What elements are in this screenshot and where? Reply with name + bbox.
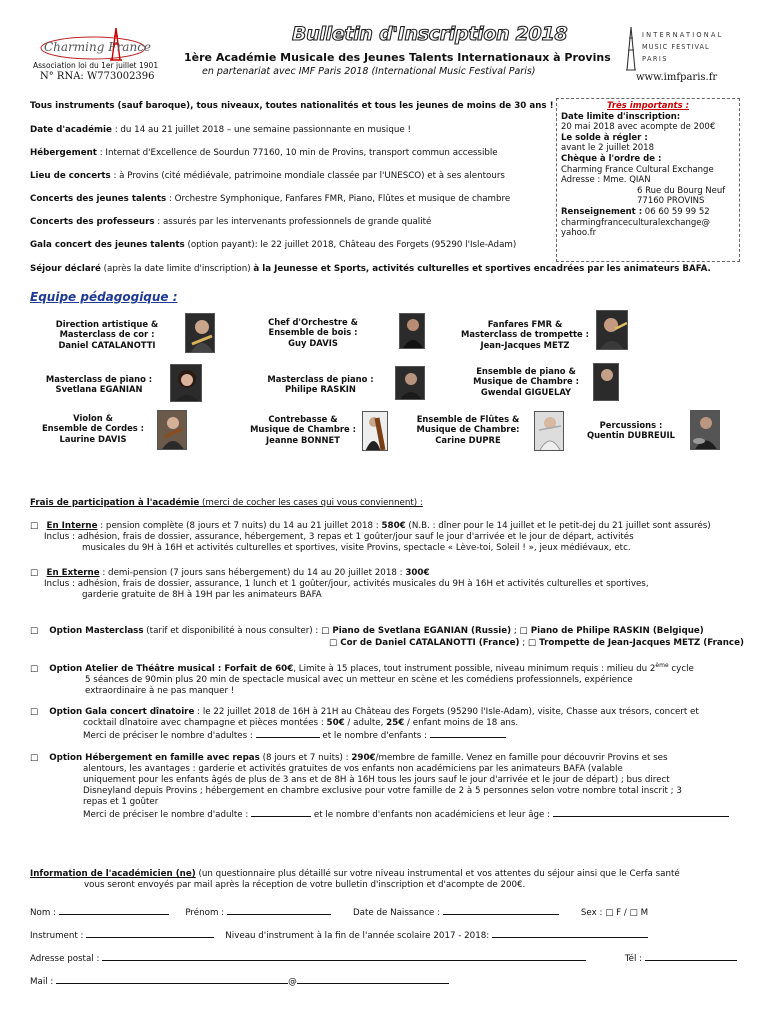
photo-dubreuil bbox=[690, 410, 720, 450]
imf-line-3: PARIS bbox=[642, 55, 668, 63]
checkbox-famille[interactable]: □ bbox=[30, 753, 39, 763]
address-line-3: 77160 PROVINS bbox=[637, 196, 705, 207]
solde-label: Le solde à régler : bbox=[561, 132, 648, 143]
logo-text: Charming France bbox=[44, 40, 152, 54]
cheque-label: Chèque à l'ordre de : bbox=[561, 153, 662, 164]
member-raskin: Masterclass de piano : Philipe RASKIN bbox=[267, 374, 374, 395]
info-concerts: Concerts des jeunes talents : Orchestre Symphonique, Fanfares FMR, Piano, Flûtes et musique de chambre bbox=[30, 194, 511, 204]
photo-catalanotti bbox=[185, 313, 215, 353]
important-box bbox=[556, 98, 740, 262]
partner-text: en partenariat avec IMF Paris 2018 (International Music Festival Paris) bbox=[202, 66, 536, 77]
member-eganian: Masterclass de piano : Svetlana EGANIAN bbox=[45, 374, 153, 395]
info-dates: Date d'académie : du 14 au 21 juillet 2018 – une semaine passionnante en musique ! bbox=[30, 125, 411, 135]
contact-email-2[interactable]: yahoo.fr bbox=[561, 228, 597, 239]
niveau-field[interactable] bbox=[492, 929, 648, 938]
photo-eganian bbox=[170, 364, 202, 402]
member-bonnet: Contrebasse & Musique de Chambre : Jeanne BONNET bbox=[250, 414, 356, 445]
member-guy-davis: Chef d'Orchestre & Ensemble de bois : Guy DAVIS bbox=[268, 317, 358, 348]
mail-domain-field[interactable] bbox=[297, 975, 449, 984]
member-laurine-davis: Violon & Ensemble de Cordes : Laurine DAVIS bbox=[41, 413, 145, 444]
instrument-field[interactable] bbox=[86, 929, 214, 938]
family-adults-field[interactable] bbox=[251, 808, 311, 817]
form-intro: Information de l'académicien (ne) (un questionnaire plus détaillé sur votre niveau instrumental et vos attentes du séjour ainsi que le Cerfa santé bbox=[30, 869, 680, 879]
info-gala: Gala concert des jeunes talents (option payant): le 22 juillet 2018, Château des Forgets (95290 l'Isle-Adam) bbox=[30, 240, 517, 250]
team-title: Equipe pédagogique : bbox=[30, 290, 178, 304]
birthdate-field[interactable] bbox=[443, 906, 559, 915]
tel-field[interactable] bbox=[645, 952, 737, 961]
photo-bonnet bbox=[362, 411, 388, 451]
page-title: Bulletin d'Inscription 2018 bbox=[292, 23, 568, 45]
info-profs: Concerts des professeurs : assurés par les intervenants professionnels de grande qualité bbox=[30, 217, 432, 227]
intro-text: Tous instruments (sauf baroque), tous niveaux, toutes nationalités et tous les jeunes de moins de 30 ans ! bbox=[30, 101, 554, 111]
rna-number: N° RNA: W773002396 bbox=[40, 71, 155, 82]
adresse-field[interactable] bbox=[102, 952, 586, 961]
form-row-2: Instrument : Niveau d'instrument à la fin de l'année scolaire 2017 - 2018: bbox=[30, 929, 648, 942]
photo-raskin bbox=[395, 366, 425, 400]
prenom-field[interactable] bbox=[227, 906, 331, 915]
option-externe[interactable]: □ En Externe : demi-pension (7 jours sans hébergement) du 14 au 20 juillet 2018 : 300€ Inclus : adhésion, frais de dossier, assurance, 1 lunch et 1 goûter/jour, activités musicales du 9H à 16H et activités culturelles et sportives, garderie gratuite de 8H à 19H par les animateurs BAFA bbox=[30, 568, 649, 600]
photo-dupre bbox=[534, 411, 564, 451]
children-count-field[interactable] bbox=[430, 729, 506, 738]
checkbox-gala[interactable]: □ bbox=[30, 707, 39, 717]
photo-metz bbox=[596, 310, 628, 350]
solde-value: avant le 2 juillet 2018 bbox=[561, 143, 655, 154]
contact-email-1[interactable]: charmingfranceculturalexchange@ bbox=[561, 217, 710, 228]
checkbox-masterclass[interactable]: □ bbox=[30, 626, 39, 636]
checkbox-externe[interactable]: □ bbox=[30, 568, 39, 578]
nom-field[interactable] bbox=[59, 906, 169, 915]
member-catalanotti: Direction artistique & Masterclass de cor : Daniel CATALANOTTI bbox=[55, 319, 159, 350]
option-gala[interactable]: □ Option Gala concert dînatoire : le 22 juillet 2018 de 16H à 21H au Château des Forgets (95290 l'Isle-Adam), visite, Chasse aux trésors, concert et cocktail dînatoire avec champagne et pièces montées : 50€ / adulte, 25€ / enfant moins de 18 ans. Merci de préciser le nombre d'adultes : et le nombre d'enfants : bbox=[30, 707, 699, 741]
form-row-3: Adresse postal : Tél : bbox=[30, 952, 737, 965]
photo-guy-davis bbox=[399, 313, 425, 349]
contact-phone: Renseignement : 06 60 59 99 52 bbox=[561, 206, 710, 217]
member-giguelay: Ensemble de piano & Musique de Chambre : Gwendal GIGUELAY bbox=[473, 366, 579, 397]
member-dubreuil: Percussions : Quentin DUBREUIL bbox=[586, 420, 676, 441]
address-line-2: 6 Rue du Bourg Neuf bbox=[637, 185, 726, 196]
eiffel-tower-icon bbox=[624, 26, 638, 72]
photo-giguelay bbox=[593, 363, 619, 401]
checkbox-interne[interactable]: □ bbox=[30, 521, 39, 531]
info-hebergement: Hébergement : Internat d'Excellence de Sourdun 77160, 10 min de Provins, transport commun accessible bbox=[30, 148, 498, 158]
form-row-4: Mail : @ bbox=[30, 975, 449, 988]
adults-count-field[interactable] bbox=[256, 729, 320, 738]
imf-line-1: INTERNATIONAL bbox=[642, 31, 724, 39]
deadline-label: Date limite d'inscription: bbox=[561, 111, 681, 122]
association-text: Association loi du 1er juillet 1901 bbox=[33, 61, 159, 70]
checkbox-theatre[interactable]: □ bbox=[30, 663, 39, 674]
address-line-1: Adresse : Mme. QIAN bbox=[561, 175, 651, 186]
cheque-value: Charming France Cultural Exchange bbox=[561, 164, 714, 175]
form-intro-2: vous seront envoyés par mail après la réception de votre bulletin d'inscription et d'acompte de 200€. bbox=[84, 880, 526, 890]
option-interne[interactable]: □ En Interne : pension complète (8 jours et 7 nuits) du 14 au 21 juillet 2018 : 580€ (N.B. : dîner pour le 14 juillet et le petit-dej du 21 juillet sont assurés) Inclus : adhésion, frais de dossier, assurance, hébergement, 3 repas et 1 goûter/jour sauf le jour d'arrivée et le jour de départ, activités musicales du 9H à 16H et activités culturelles et sportives, visite Provins, spectacle « Lève-toi, Soleil ! », jeux médiévaux, etc. bbox=[30, 521, 711, 553]
important-title: Très importants : bbox=[606, 101, 690, 111]
imf-line-2: MUSIC FESTIVAL bbox=[642, 43, 710, 51]
option-theatre[interactable]: □ Option Atelier de Théâtre musical : Forfait de 60€, Limite à 15 places, tout instrument possible, niveau minimum requis : milieu du 2ème cycle 5 séances de 90min plus 20 min de spectacle musical avec un metteur en scène et les comédiens professionnels, expérience extraordinaire à ne pas manquer ! bbox=[30, 662, 694, 696]
info-sejour: Séjour déclaré (après la date limite d'inscription) à la Jeunesse et Sports, activités culturelles et sportives encadrées par les animateurs BAFA. bbox=[30, 264, 711, 274]
member-metz: Fanfares FMR & Masterclass de trompette : Jean-Jacques METZ bbox=[461, 319, 589, 350]
deadline-value: 20 mai 2018 avec acompte de 200€ bbox=[561, 122, 716, 133]
sex-selector[interactable]: Sex : □ F / □ M bbox=[580, 908, 649, 918]
family-children-field[interactable] bbox=[553, 808, 729, 817]
subtitle: 1ère Académie Musicale des Jeunes Talents Internationaux à Provins bbox=[184, 51, 611, 64]
info-lieu: Lieu de concerts : à Provins (cité médiévale, patrimoine mondiale classée par l'UNESCO) et à ses alentours bbox=[30, 171, 505, 181]
member-dupre: Ensemble de Flûtes & Musique de Chambre: Carine DUPRE bbox=[416, 414, 520, 445]
option-masterclass[interactable]: □ Option Masterclass (tarif et disponibilité à nous consulter) : □ Piano de Svetlana EGANIAN (Russie) ; □ Piano de Philipe RASKIN (Belgique) bbox=[30, 626, 704, 636]
imf-url-link[interactable]: www.imfparis.fr bbox=[636, 72, 718, 83]
option-masterclass-line2[interactable]: □ Cor de Daniel CATALANOTTI (France) ; □ Trompette de Jean-Jacques METZ (France) bbox=[329, 638, 744, 648]
imf-logo bbox=[624, 26, 734, 72]
photo-laurine-davis bbox=[157, 410, 187, 450]
option-famille[interactable]: □ Option Hébergement en famille avec repas (8 jours et 7 nuits) : 290€/membre de famille. Venez en famille pour découvrir Provins et ses alentours, les avantages : garderie et activités gratuites de vos enfants non académiciens par les animateurs BAFA (valable uniquement pour les enfants âgés de plus de 3 ans et de 8H à 16H tous les jours sauf le jour d'arrivée et le jour de départ) ; bus direct Disneyland depuis Provins ; hébergement en chambre exclusive pour votre famille de 2 à 5 personnes selon votre nombre total inscrit ; 3 repas et 1 goûter Merci de préciser le nombre d'adulte : et le nombre d'enfants non académiciens et leur âge : bbox=[30, 753, 745, 821]
fees-title: Frais de participation à l'académie (merci de cocher les cases qui vous conviennent) : bbox=[30, 498, 423, 508]
form-row-1: Nom : Prénom : Date de Naissance : Sex : □ F / □ M bbox=[30, 908, 649, 918]
mail-user-field[interactable] bbox=[56, 975, 288, 984]
